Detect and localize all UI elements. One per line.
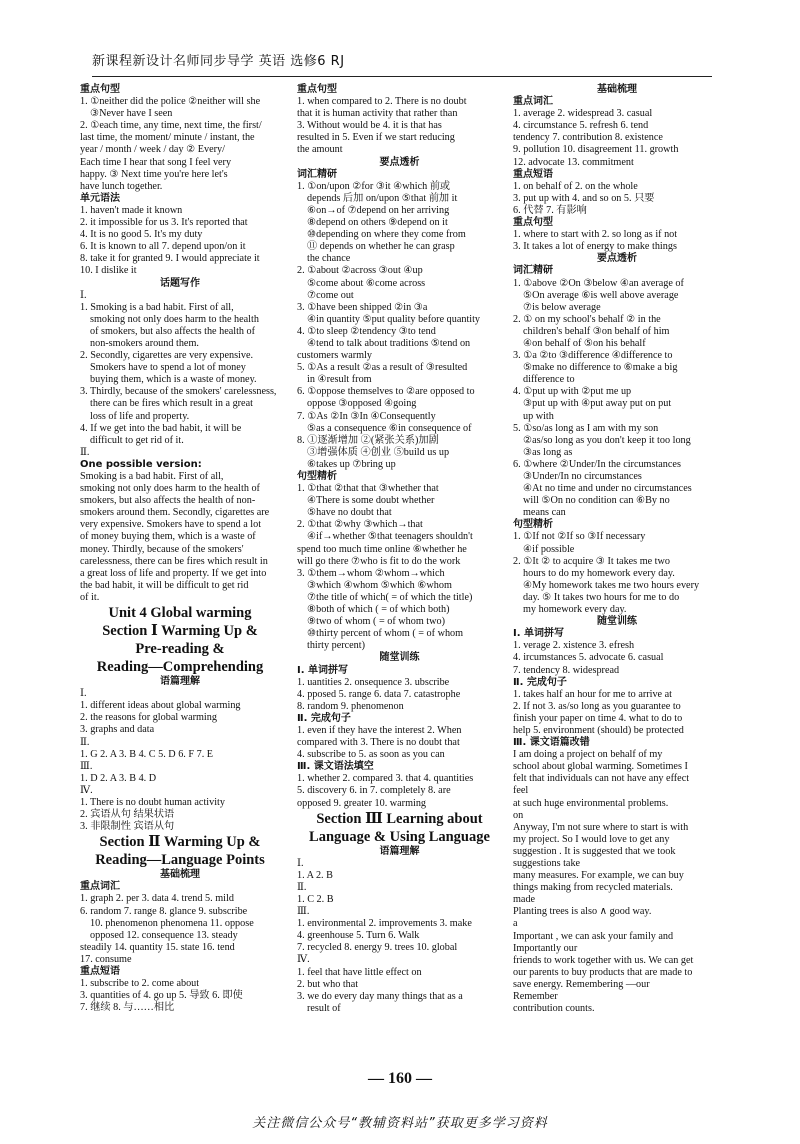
col2-line: 4. pposed 5. range 6. data 7. catastrophe (297, 688, 461, 700)
col2-line: Section Ⅲ Learning about (316, 810, 483, 827)
col2-line: 2. ①that ②why ③which→that (297, 519, 423, 531)
col3-line: 1. ①above ②On ③below ④an average of (513, 277, 684, 289)
col3-line: 基础梳理 (597, 84, 637, 95)
col2-line: 1. A 2. B (297, 869, 333, 881)
col3-line: school about global warming. Sometimes I (513, 761, 688, 773)
col2-line: 1. when compared to 2. There is no doubt (297, 96, 467, 108)
col3-line: 2. ① on my school's behalf ② in the (513, 313, 661, 325)
col2-line: Ⅱ. (297, 881, 307, 893)
col3-line: ④if possible (523, 543, 575, 555)
col2-line: resulted in 5. Even if we start reducing (297, 132, 455, 144)
col2-line: 词汇精研 (297, 168, 337, 180)
col2-line: Ⅳ. (297, 954, 310, 966)
col1-line: last time, the moment/ minute / instant, the (80, 132, 255, 144)
col2-line: oppose ③opposed ④going (307, 398, 417, 410)
col1-line: 6. random 7. range 8. glance 9. subscribe (80, 905, 248, 917)
col1-line: 3. quantities of 4. go up 5. 导致 6. 即使 (80, 990, 243, 1002)
col2-line: 句型精析 (297, 471, 337, 482)
col3-line: I am doing a project on behalf of my (513, 749, 663, 761)
col2-line: 1. whether 2. compared 3. that 4. quantities (297, 773, 474, 785)
column-right (513, 84, 721, 1015)
col1-line: non-smokers around them. (90, 337, 199, 349)
col3-line: a (513, 918, 518, 930)
col3-line: many measures. For example, we can buy (513, 870, 684, 882)
col3-line: 重点句型 (513, 217, 553, 229)
col2-line: ⑩depending on where they come from (307, 229, 466, 241)
col2-line: 要点透析 (379, 156, 420, 168)
col1-line: Smoking is a bad habit. First of all, (80, 471, 224, 482)
col2-line: 2. ①about ②across ③out ④up (297, 265, 423, 277)
col3-line: Planting trees is also ∧ good way. (513, 906, 652, 918)
col2-line: spend too much time online ⑥whether he (297, 543, 467, 555)
col3-line: Ⅰ. 单词拼写 (513, 628, 565, 640)
col3-line: 3. It takes a lot of energy to make things (513, 241, 677, 253)
col2-line: ⑧depend on others ⑨depend on it (307, 217, 448, 229)
col2-line: ③which ④whom ⑤which ⑥whom (307, 579, 452, 591)
col3-line: 1. on behalf of 2. on the whole (513, 180, 638, 192)
col2-line: 8. ①逐渐增加 ②(紧张关系)加剧 (297, 434, 439, 446)
col2-line: that it is human activity that rather than (297, 108, 458, 120)
col3-line: help 5. environment (should) be protected (513, 724, 684, 736)
col1-line: buying them, which is a waste of money. (90, 374, 257, 386)
col1-line: money. Thirdly, because of the smokers' (80, 543, 244, 555)
col1-line: smokers around them. Secondly, cigarettes are (80, 507, 270, 519)
col3-line: 随堂训练 (597, 616, 637, 628)
col3-line: 句型精析 (513, 519, 553, 531)
col1-line: 重点词汇 (80, 881, 120, 893)
col3-line: ⑤make no difference to ⑥make a big (523, 362, 678, 374)
col1-line: 1. ①neither did the police ②neither will she (80, 96, 261, 108)
col3-line: our parents to buy products that are made to (513, 966, 693, 978)
col2-line: 语篇理解 (379, 845, 420, 857)
col2-line: 5. discovery 6. in 7. completely 8. are (297, 785, 451, 797)
col3-line: my homework every day. (523, 604, 627, 616)
col3-line: 7. tendency 8. widespread (513, 664, 620, 676)
col1-line: 17. consume (80, 953, 132, 965)
col1-line: smokers, but also affects the health of non- (80, 495, 256, 507)
col2-line: ④tend to talk about traditions ⑤tend on (307, 337, 471, 349)
col2-line: customers warmly (297, 350, 372, 362)
col1-line: 2. ①each time, any time, next time, the first/ (80, 120, 262, 132)
col1-line: 2. 宾语从句 结果状语 (80, 809, 175, 821)
col1-line: 1. Smoking is a bad habit. First of all, (80, 301, 234, 313)
col2-line: ④There is some doubt whether (307, 495, 435, 507)
col1-line: carelessness, there can be fires which result in (80, 555, 268, 567)
col3-line: 9. pollution 10. disagreement 11. growth (513, 144, 679, 156)
page-header: 新课程新设计名师同步导学 英语 选修6 RJ (92, 54, 345, 69)
col1-line: happy. ③ Next time you're here let's (80, 168, 228, 180)
col1-line: Ⅰ. (80, 688, 87, 700)
col2-line: 4. subscribe to 5. as soon as you can (297, 749, 445, 761)
col3-line: tendency 7. contribution 8. existence (513, 132, 663, 144)
col1-line: 10. phenomenon phenomena 11. oppose (90, 917, 254, 929)
col1-line: of smokers, but also affects the health of (90, 325, 256, 337)
col1-line: loss of life and property. (90, 410, 190, 422)
col1-line: have lunch together. (80, 180, 163, 192)
col2-line: the amount (297, 144, 343, 156)
col1-line: 4. It is no good 5. It's my duty (80, 229, 203, 241)
col1-line: 1. There is no doubt human activity (80, 796, 225, 808)
col1-line: 1. different ideas about global warming (80, 700, 241, 712)
col2-line: ④if→whether ⑤that teenagers shouldn't (307, 531, 473, 543)
col2-line: 重点句型 (297, 84, 337, 95)
col1-line: Ⅰ. (80, 289, 87, 301)
col3-line: at such huge environmental problems. (513, 797, 669, 809)
col2-line: 3. ①them→whom ②whom→which (297, 567, 445, 579)
col1-line: of money buying them, which is a waste of (80, 531, 256, 543)
col2-line: ⑤as a consequence ⑥in consequence of (307, 422, 472, 434)
col3-line: ④on behalf of ⑤on his behalf (523, 337, 646, 349)
col2-line: ⑥on→of ⑦depend on her arriving (307, 204, 450, 216)
col2-line: ⑦the title of which( = of which the title) (307, 591, 473, 603)
col1-line: 1. G 2. A 3. B 4. C 5. D 6. F 7. E (80, 748, 214, 760)
col2-line: 5. ①As a result ②as a result of ③resulted (297, 362, 468, 374)
col1-line: ③Never have I seen (90, 108, 173, 120)
col2-line: Ⅰ. 单词拼写 (297, 664, 349, 676)
col3-line: my project. So I would love to get any (513, 833, 670, 845)
col1-line: 1. subscribe to 2. come about (80, 978, 200, 990)
col3-line: Remember (513, 991, 558, 1003)
col2-line: 1. ①on/upon ②for ③it ④which 前或 (297, 180, 451, 192)
col3-line: 1. where to start with 2. so long as if not (513, 229, 678, 241)
col3-line: Anyway, I'm not sure where to start is with (513, 821, 689, 833)
col3-line: suggestion . It is suggested that we took (513, 845, 676, 857)
col3-line: contribution counts. (513, 1003, 595, 1015)
col1-line: 10. I dislike it (80, 265, 137, 277)
col3-line: felt that individuals can not have any effect (513, 773, 690, 785)
col2-line: 1. ①that ②that that ③whether that (297, 483, 439, 495)
col1-line: One possible version: (80, 458, 202, 470)
col3-line: ⑤On average ⑥is well above average (523, 289, 679, 301)
col3-line: 4. ircumstances 5. advocate 6. casual (513, 652, 664, 664)
col1-line: 话题写作 (160, 277, 200, 289)
col1-line: Ⅱ. (80, 446, 90, 458)
col3-line: 1. average 2. widespread 3. casual (513, 108, 653, 120)
col1-line: 3. graphs and data (80, 724, 155, 736)
col2-line: 2. but who that (297, 978, 359, 990)
col3-line: ⑦is below average (523, 301, 601, 313)
col1-line: opposed 12. consequence 13. steady (90, 929, 238, 941)
col1-line: of it. (80, 591, 100, 603)
col2-line: opposed 9. greater 10. warming (297, 797, 427, 809)
col1-line: Each time I hear that song I feel very (80, 156, 232, 168)
header-divider (92, 76, 712, 77)
col3-line: day. ⑤ It takes two hours for me to do (523, 591, 680, 603)
col1-line: Section Ⅱ Warming Up & (99, 834, 261, 851)
col3-line: 6. 代替 7. 有影响 (513, 204, 587, 216)
col3-line: 要点透析 (597, 253, 637, 265)
col1-line: smoking not only does harm to the health (90, 313, 259, 325)
col1-line: 3. 非限制性 宾语从句 (80, 821, 175, 833)
col2-line: result of (307, 1002, 341, 1014)
col1-line: Unit 4 Global warming (108, 605, 252, 622)
col1-line: Pre-reading & (135, 641, 225, 658)
col2-line: ⑦come out (307, 289, 354, 301)
footer-note: 关注微信公众号“教辅资料站”获取更多学习资料 (252, 1116, 548, 1131)
col3-line: 词汇精研 (513, 265, 553, 277)
col1-line: 语篇理解 (160, 676, 200, 688)
col3-line: 3. put up with 4. and so on 5. 只要 (513, 192, 655, 204)
col2-line: ⑤come about ⑥come across (307, 277, 426, 289)
col2-line: 3. we do every day many things that as a (297, 990, 463, 1002)
col1-line: year / month / week / day ② Every/ (80, 144, 225, 156)
col1-line: the bad habit, it will be difficult to get rid (80, 579, 249, 591)
col2-line: will go there ⑦who is fit to do the work (297, 555, 461, 567)
col3-line: 12. advocate 13. commitment (513, 156, 634, 168)
col2-line: 3. ①have been shipped ②in ③a (297, 301, 428, 313)
col2-line: 7. ①As ②In ③In ④Consequently (297, 410, 436, 422)
col2-line: Ⅲ. (297, 906, 310, 918)
col3-line: suggestions take (513, 858, 581, 869)
col2-line: the chance (307, 253, 351, 265)
col2-line: ③增强体质 ④创业 ⑤build us up (307, 446, 450, 458)
column-left (80, 84, 280, 1014)
col3-line: ④My homework takes me two hours every (523, 579, 700, 591)
col1-line: Ⅲ. (80, 760, 93, 772)
col1-line: there can be fires which result in a great (90, 398, 253, 410)
col3-line: up with (523, 410, 554, 422)
col2-line: 7. recycled 8. energy 9. trees 10. global (297, 942, 458, 954)
col3-line: 重点短语 (513, 168, 553, 180)
col1-line: 1. D 2. A 3. B 4. D (80, 772, 157, 784)
col2-line: 1. uantities 2. onsequence 3. ubscribe (297, 676, 450, 688)
col2-line: compared with 3. There is no doubt that (297, 737, 460, 749)
col1-line: 4. If we get into the bad habit, it will be (80, 422, 242, 434)
col1-line: Reading—Comprehending (96, 659, 264, 676)
col2-line: ⑥takes up ⑦bring up (307, 458, 396, 470)
col1-line: 单元语法 (80, 192, 120, 204)
col3-line: 1. verage 2. xistence 3. efresh (513, 640, 635, 652)
col3-line: 5. ①so/as long as I am with my son (513, 422, 659, 434)
col3-line: 1. takes half an hour for me to arrive at (513, 688, 672, 700)
col2-line: ⑧both of which ( = of which both) (307, 604, 450, 616)
col1-line: 2. it impossible for us 3. It's reported that (80, 217, 248, 229)
col3-line: feel (513, 785, 529, 797)
col3-line: means can (523, 507, 566, 519)
col2-line: 随堂训练 (379, 652, 420, 664)
col1-line: 7. 继续 8. 与……相比 (80, 1002, 175, 1014)
col3-line: 3. ①a ②to ③difference ④difference to (513, 350, 673, 362)
col1-line: 8. take it for granted 9. I would appreciate it (80, 253, 260, 265)
col3-line: friends to work together with us. We can get (513, 954, 694, 966)
col3-line: ③put up with ④put away put on put (523, 398, 672, 410)
column-middle (297, 84, 502, 1015)
col1-line: smoking not only does harm to the health of (80, 483, 260, 495)
col2-line: ④in quantity ⑤put quality before quantity (307, 313, 481, 325)
col2-line: thirty percent) (307, 640, 365, 652)
col2-line: ⑪ depends on whether he can grasp (307, 241, 455, 253)
col3-line: children's behalf ③on behalf of him (523, 325, 670, 337)
col1-line: very expensive. Smokers have to spend a lot (80, 519, 262, 531)
col3-line: made (513, 894, 536, 906)
col3-line: 1. ①If not ②If so ③If necessary (513, 531, 646, 543)
col2-line: Ⅲ. 课文语法填空 (297, 761, 374, 773)
col2-line: 1. feel that have little effect on (297, 966, 422, 978)
col1-line: Smokers have to spend a lot of money (90, 362, 246, 374)
col1-line: 2. the reasons for global warming (80, 712, 217, 724)
col1-line: 1. graph 2. per 3. data 4. trend 5. mild (80, 893, 234, 905)
col1-line: difficult to get rid of it. (90, 434, 184, 446)
col2-line: Language & Using Language (309, 828, 490, 845)
col3-line: Important , we can ask your family and (513, 930, 674, 942)
col3-line: 2. ①It ② to acquire ③ It takes me two (513, 555, 670, 567)
col2-line: in ④result from (307, 374, 372, 386)
col1-line: Reading—Language Points (95, 852, 265, 869)
col1-line: 基础梳理 (160, 869, 200, 881)
col3-line: 4. circumstance 5. refresh 6. tend (513, 120, 649, 132)
col3-line: will ⑤On no condition can ⑥By no (523, 495, 670, 507)
col3-line: Importantly our (513, 942, 578, 954)
col1-line: 重点短语 (80, 966, 120, 977)
col3-line: 6. ①where ②Under/In the circumstances (513, 458, 681, 470)
col1-line: Ⅱ. (80, 736, 90, 748)
col2-line: 6. ①oppose themselves to ②are opposed to (297, 386, 475, 398)
col1-line: Section Ⅰ Warming Up & (102, 623, 258, 640)
col1-line: Ⅳ. (80, 784, 93, 796)
col3-line: difference to (523, 374, 575, 386)
col2-line: Ⅱ. 完成句子 (297, 712, 351, 724)
col1-line: 3. Thirdly, because of the smokers' carelessness, (80, 386, 277, 398)
col1-line: 重点句型 (80, 84, 120, 95)
col3-line: ②as/so long as you don't keep it too long (523, 434, 691, 446)
col3-line: things making from recycled materials. (513, 882, 673, 894)
col1-line: 2. Secondly, cigarettes are very expensive. (80, 350, 254, 362)
col3-line: 重点词汇 (513, 96, 553, 108)
col2-line: 1. even if they have the interest 2. When (297, 724, 462, 736)
col1-line: steadily 14. quantity 15. state 16. tend (80, 941, 235, 953)
col3-line: hours to do my homework every day. (523, 567, 675, 579)
col2-line: ⑩thirty percent of whom ( = of whom (307, 628, 464, 640)
col2-line: ⑤have no doubt that (307, 507, 392, 519)
col2-line: 4. greenhouse 5. Turn 6. Walk (297, 930, 420, 942)
col1-line: a great loss of life and property. If we get into (80, 567, 267, 579)
col2-line: 8. random 9. phenomenon (297, 700, 404, 712)
col3-line: on (513, 809, 524, 821)
col3-line: ③Under/In no circumstances (523, 471, 642, 482)
col3-line: Ⅲ. 课文语篇改错 (513, 737, 590, 749)
col1-line: 1. haven't made it known (80, 204, 183, 216)
col3-line: save energy. Remembering —our (513, 978, 650, 990)
page-number: — 160 — (368, 1070, 432, 1087)
col2-line: 4. ①to sleep ②tendency ③to tend (297, 325, 436, 337)
col2-line: 1. C 2. B (297, 894, 334, 905)
col3-line: ④At no time and under no circumstances (523, 483, 692, 495)
col3-line: ③as long as (523, 446, 573, 458)
col2-line: ⑨two of whom ( = of whom two) (307, 616, 445, 628)
col2-line: 3. Without would be 4. it is that has (297, 120, 442, 132)
col3-line: finish your paper on time 4. what to do to (513, 712, 683, 724)
col2-line: Ⅰ. (297, 857, 304, 869)
col1-line: 6. It is known to all 7. depend upon/on it (80, 241, 246, 253)
col3-line: 2. If not 3. as/so long as you guarantee to (513, 700, 681, 712)
col3-line: 4. ①put up with ②put me up (513, 386, 632, 398)
col2-line: 1. environmental 2. improvements 3. make (297, 918, 472, 930)
col3-line: Ⅱ. 完成句子 (513, 676, 567, 688)
col2-line: depends 后加 on/upon ⑤that 前加 it (307, 192, 458, 204)
